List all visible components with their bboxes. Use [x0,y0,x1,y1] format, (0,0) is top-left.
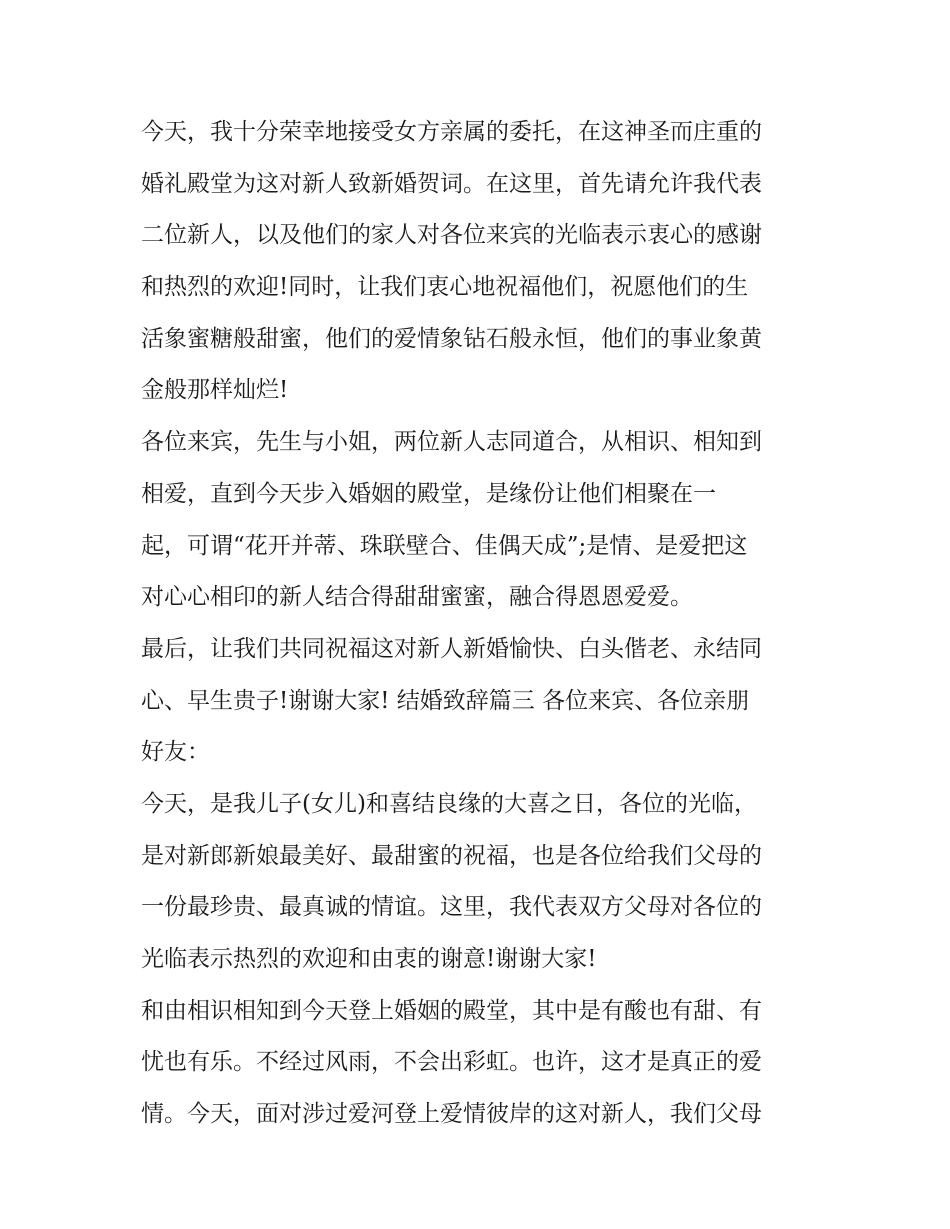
text-line: 好友： [141,739,210,766]
text-line: 心、早生贵子!谢谢大家! 结婚致辞篇三 各位来宾、各位亲朋 [141,687,750,714]
text-line: 最后，让我们共同祝福这对新人新婚愉快、白头偕老、永结同 [141,635,762,662]
text-line: 忧也有乐。不经过风雨，不会出彩虹。也许，这才是真正的爱 [141,1049,762,1076]
text-line: 一份最珍贵、最真诚的情谊。这里，我代表双方父母对各位的 [141,894,762,921]
text-line: 今天，我十分荣幸地接受女方亲属的委托，在这神圣而庄重的 [141,119,762,145]
text-line: 对心心相印的新人结合得甜甜蜜蜜，融合得恩恩爱爱。 [141,584,693,611]
document-body [141,107,821,1141]
text-line: 和热烈的欢迎!同时，让我们衷心地祝福他们，祝愿他们的生 [141,274,749,301]
text-line: 起，可谓“花开并蒂、珠联壁合、佳偶天成”;是情、是爱把这 [141,532,748,559]
text-line: 活象蜜糖般甜蜜，他们的爱情象钻石般永恒，他们的事业象黄 [141,325,762,352]
text-line: 光临表示热烈的欢迎和由衷的谢意!谢谢大家! [141,946,597,972]
text-line: 相爱，直到今天步入婚姻的殿堂，是缘份让他们相聚在一 [141,480,716,507]
text-line: 二位新人，以及他们的家人对各位来宾的光临表示衷心的感谢 [141,222,762,249]
text-line: 今天，是我儿子(女儿)和喜结良缘的大喜之日，各位的光临， [141,790,757,817]
text-line: 婚礼殿堂为这对新人致新婚贺词。在这里，首先请允许我代表 [141,170,762,197]
text-line: 和由相识相知到今天登上婚姻的殿堂，其中是有酸也有甜、有 [141,997,762,1024]
text-line: 金般那样灿烂! [141,377,289,404]
text-line: 情。今天，面对涉过爱河登上爱情彼岸的这对新人，我们父母 [141,1101,762,1128]
text-line: 是对新郎新娘最美好、最甜蜜的祝福，也是各位给我们父母的 [141,842,762,869]
text-line: 各位来宾，先生与小姐，两位新人志同道合，从相识、相知到 [141,429,762,456]
